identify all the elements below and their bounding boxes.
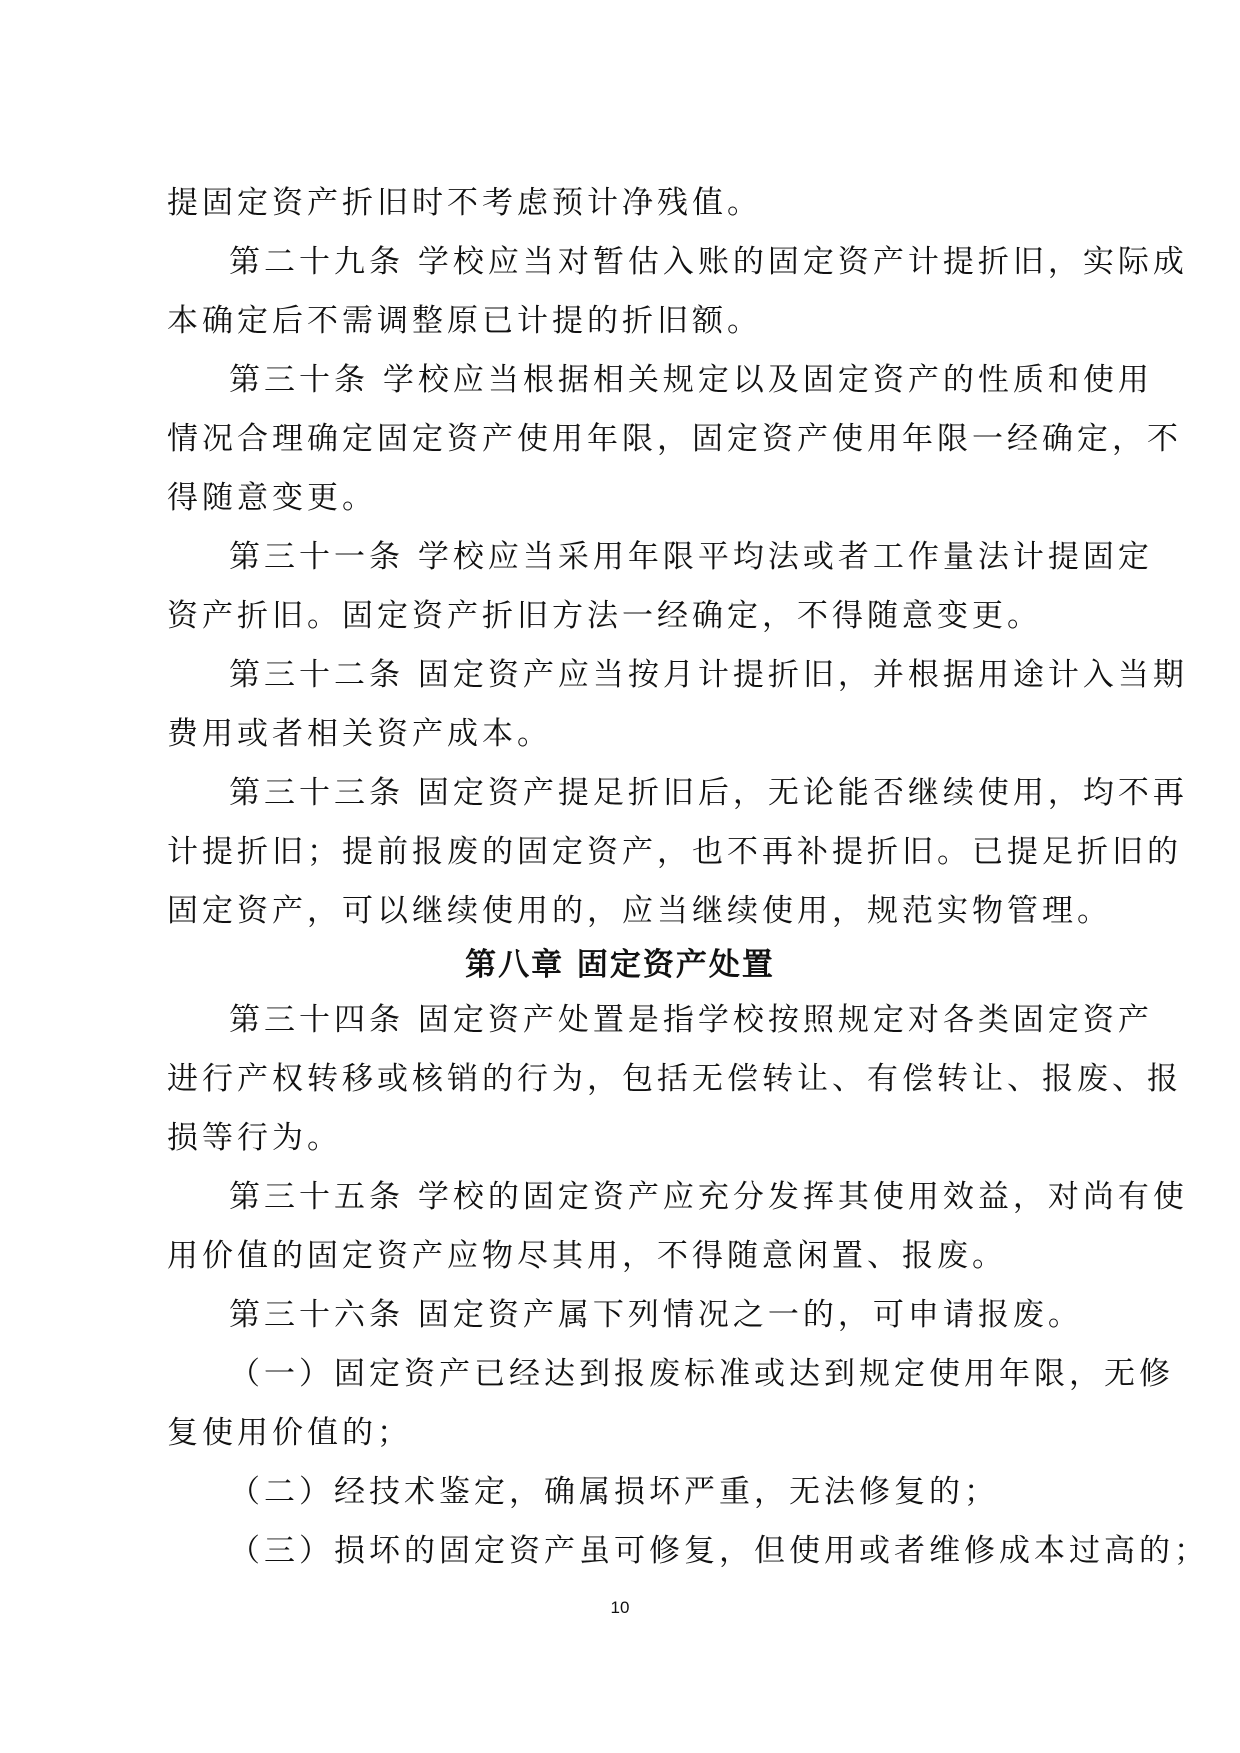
page-number: 10 <box>610 1598 630 1617</box>
article-32-line-2: 费用或者相关资产成本。 <box>167 716 552 752</box>
article-30-line-3: 得随意变更。 <box>167 480 377 516</box>
chapter-heading: 第八章 固定资产处置 <box>465 947 775 983</box>
item-1-line-1: （一）固定资产已经达到报废标准或达到规定使用年限，无修 <box>229 1356 1174 1392</box>
article-34-line-2: 进行产权转移或核销的行为，包括无偿转让、有偿转让、报废、报 <box>167 1061 1182 1097</box>
article-36-line-1: 第三十六条 固定资产属下列情况之一的，可申请报废。 <box>229 1297 1083 1333</box>
article-35-line-2: 用价值的固定资产应物尽其用，不得随意闲置、报废。 <box>167 1238 1007 1274</box>
item-2-line: （二）经技术鉴定，确属损坏严重，无法修复的； <box>229 1474 999 1510</box>
article-33-line-3: 固定资产，可以继续使用的，应当继续使用，规范实物管理。 <box>167 893 1112 929</box>
article-32-line-1: 第三十二条 固定资产应当按月计提折旧，并根据用途计入当期 <box>229 657 1188 693</box>
article-31-line-2: 资产折旧。固定资产折旧方法一经确定，不得随意变更。 <box>167 598 1042 634</box>
article-35-line-1: 第三十五条 学校的固定资产应充分发挥其使用效益，对尚有使 <box>229 1179 1188 1215</box>
article-30-line-1: 第三十条 学校应当根据相关规定以及固定资产的性质和使用 <box>229 362 1153 398</box>
article-30-line-2: 情况合理确定固定资产使用年限，固定资产使用年限一经确定，不 <box>167 421 1182 457</box>
article-29-line-2: 本确定后不需调整原已计提的折旧额。 <box>167 303 762 339</box>
article-33-line-1: 第三十三条 固定资产提足折旧后，无论能否继续使用，均不再 <box>229 775 1188 811</box>
article-29-line-1: 第二十九条 学校应当对暂估入账的固定资产计提折旧，实际成 <box>229 244 1188 280</box>
item-3-line: （三）损坏的固定资产虽可修复，但使用或者维修成本过高的； <box>229 1533 1209 1569</box>
article-34-line-3: 损等行为。 <box>167 1120 342 1156</box>
paragraph-line: 提固定资产折旧时不考虑预计净残值。 <box>167 185 762 221</box>
item-1-line-2: 复使用价值的； <box>167 1415 412 1451</box>
article-34-line-1: 第三十四条 固定资产处置是指学校按照规定对各类固定资产 <box>229 1002 1153 1038</box>
article-31-line-1: 第三十一条 学校应当采用年限平均法或者工作量法计提固定 <box>229 539 1153 575</box>
article-33-line-2: 计提折旧；提前报废的固定资产，也不再补提折旧。已提足折旧的 <box>167 834 1182 870</box>
